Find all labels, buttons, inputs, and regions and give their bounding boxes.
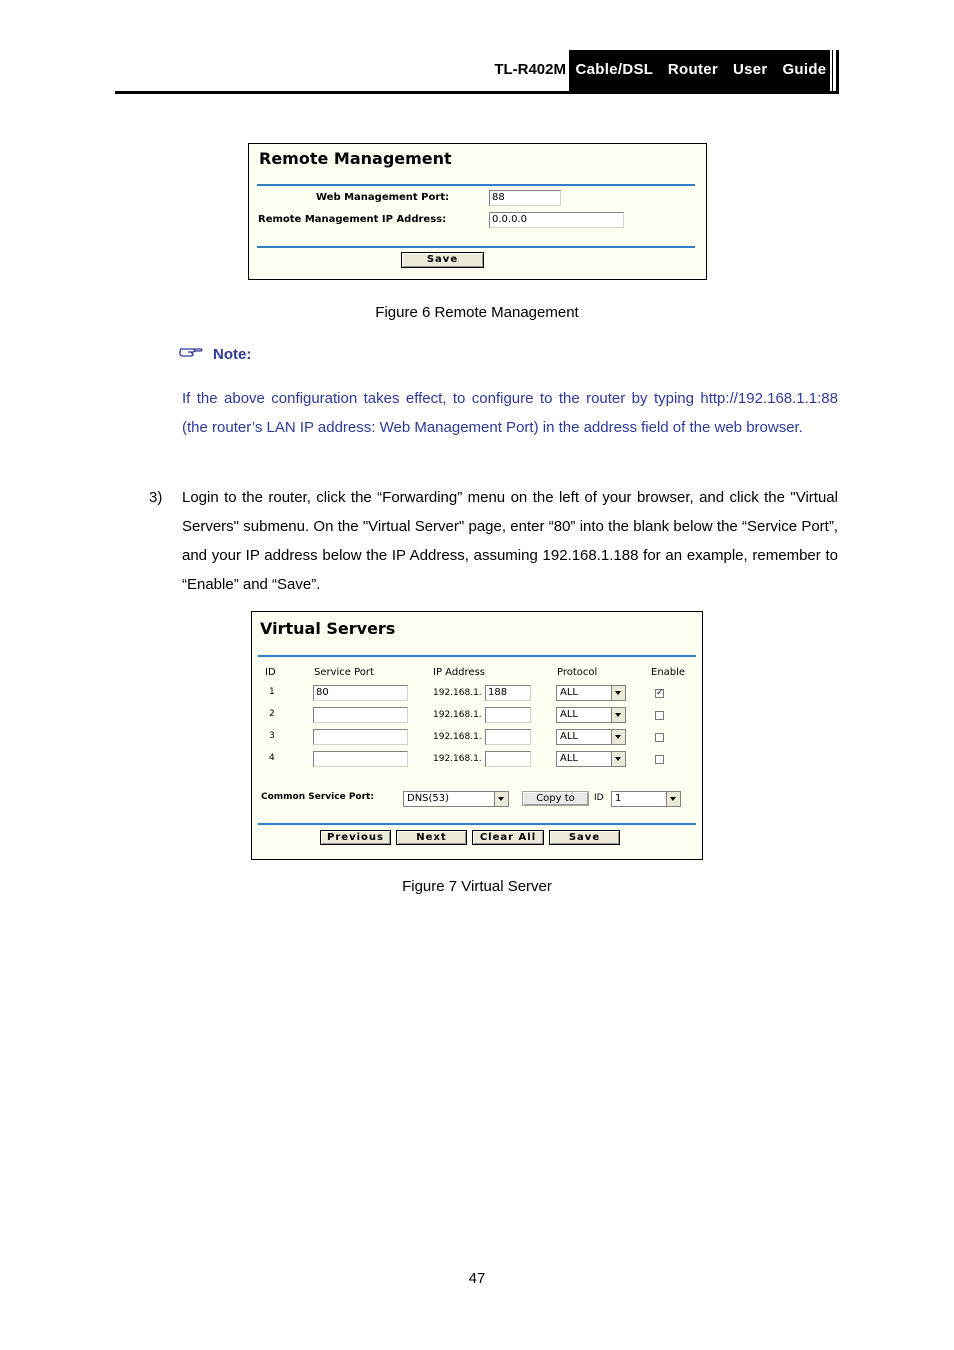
virtual-servers-panel bbox=[251, 611, 703, 860]
remote-management-ip-label: Remote Management IP Address: bbox=[258, 214, 447, 225]
id-label: ID bbox=[594, 793, 604, 803]
enable-checkbox[interactable] bbox=[655, 733, 664, 742]
page-number: 47 bbox=[468, 1270, 486, 1287]
figure-7-caption: Figure 7 Virtual Server bbox=[402, 878, 552, 895]
protocol-value: ALL bbox=[560, 687, 578, 698]
previous-button[interactable]: Previous bbox=[320, 830, 391, 845]
clear-all-button[interactable]: Clear All bbox=[472, 830, 544, 845]
protocol-value: ALL bbox=[560, 709, 578, 720]
row-id: 3 bbox=[269, 731, 275, 741]
common-service-port-select[interactable] bbox=[403, 791, 509, 807]
remote-management-panel bbox=[248, 143, 707, 280]
column-header-enable: Enable bbox=[651, 667, 686, 678]
id-select[interactable] bbox=[611, 791, 681, 807]
protocol-value: ALL bbox=[560, 731, 578, 742]
ip-suffix-input[interactable] bbox=[485, 707, 531, 723]
column-header-service-port: Service Port bbox=[314, 667, 374, 678]
row-id: 4 bbox=[269, 753, 275, 763]
step-3-text: Login to the router, click the “Forwarding” menu on the left of your browser, and click the "Virtual Servers" submenu. On the "Virtual Server" page, enter “80” into the blank below the “Service Port”, and your IP address below the IP Address, assuming 192.168.1.188 for an example, remember to “Enable” and “Save”. bbox=[182, 489, 838, 593]
enable-checkbox[interactable] bbox=[655, 711, 664, 720]
header-guide-title: Cable/DSL Router User Guide bbox=[575, 61, 827, 78]
column-header-id: ID bbox=[265, 667, 276, 678]
note-label: Note: bbox=[213, 346, 252, 363]
header-model: TL-R402M bbox=[494, 61, 566, 78]
next-button[interactable]: Next bbox=[396, 830, 467, 845]
row-id: 2 bbox=[269, 709, 275, 719]
ip-prefix: 192.168.1. bbox=[433, 688, 482, 698]
remote-management-title: Remote Management bbox=[259, 149, 452, 168]
enable-checkbox[interactable] bbox=[655, 689, 664, 698]
column-header-protocol: Protocol bbox=[557, 667, 598, 678]
chevron-down-icon bbox=[611, 752, 625, 766]
chevron-down-icon bbox=[494, 792, 508, 806]
header-divider-dark bbox=[836, 50, 839, 93]
row-id: 1 bbox=[269, 687, 275, 697]
pointing-hand-icon bbox=[179, 344, 203, 358]
remote-save-button[interactable]: Save bbox=[401, 252, 484, 268]
save-button[interactable]: Save bbox=[549, 830, 620, 845]
ip-suffix-input[interactable] bbox=[485, 729, 531, 745]
protocol-value: ALL bbox=[560, 753, 578, 764]
common-service-port-value: DNS(53) bbox=[407, 793, 450, 804]
step-3-number: 3) bbox=[149, 489, 163, 506]
ip-prefix: 192.168.1. bbox=[433, 732, 482, 742]
protocol-select[interactable] bbox=[556, 707, 626, 723]
chevron-down-icon bbox=[611, 730, 625, 744]
copy-to-button[interactable]: Copy to bbox=[522, 791, 589, 806]
common-service-port-label: Common Service Port: bbox=[261, 792, 374, 802]
remote-management-ip-input[interactable]: 0.0.0.0 bbox=[489, 212, 624, 228]
ip-suffix-input[interactable] bbox=[485, 751, 531, 767]
virtual-servers-title: Virtual Servers bbox=[260, 619, 396, 638]
protocol-select[interactable] bbox=[556, 729, 626, 745]
figure-6-caption: Figure 6 Remote Management bbox=[375, 304, 579, 321]
panel-divider-bottom bbox=[258, 823, 696, 825]
chevron-down-icon bbox=[666, 792, 680, 806]
chevron-down-icon bbox=[611, 708, 625, 722]
id-value: 1 bbox=[615, 793, 622, 804]
ip-prefix: 192.168.1. bbox=[433, 754, 482, 764]
header-divider-light bbox=[830, 50, 832, 93]
enable-checkbox[interactable] bbox=[655, 755, 664, 764]
protocol-select[interactable] bbox=[556, 751, 626, 767]
panel-divider-bottom bbox=[257, 246, 695, 248]
panel-divider-top bbox=[258, 655, 696, 657]
ip-suffix-input[interactable]: 188 bbox=[485, 685, 531, 701]
web-management-port-input[interactable]: 88 bbox=[489, 190, 561, 206]
service-port-input[interactable] bbox=[313, 729, 408, 745]
header-rule bbox=[115, 91, 839, 94]
check-icon: ✓ bbox=[656, 688, 664, 698]
note-text: If the above configuration takes effect, to configure to the router by typing http://192.168.1.1:88 (the router’s LAN IP address: Web Management Port) in the address field of the web browser. bbox=[182, 390, 838, 436]
service-port-input[interactable] bbox=[313, 751, 408, 767]
web-management-port-label: Web Management Port: bbox=[316, 192, 450, 203]
column-header-ip-address: IP Address bbox=[433, 667, 485, 678]
protocol-select[interactable] bbox=[556, 685, 626, 701]
ip-prefix: 192.168.1. bbox=[433, 710, 482, 720]
panel-divider-top bbox=[257, 184, 695, 186]
chevron-down-icon bbox=[611, 686, 625, 700]
service-port-input[interactable]: 80 bbox=[313, 685, 408, 701]
service-port-input[interactable] bbox=[313, 707, 408, 723]
